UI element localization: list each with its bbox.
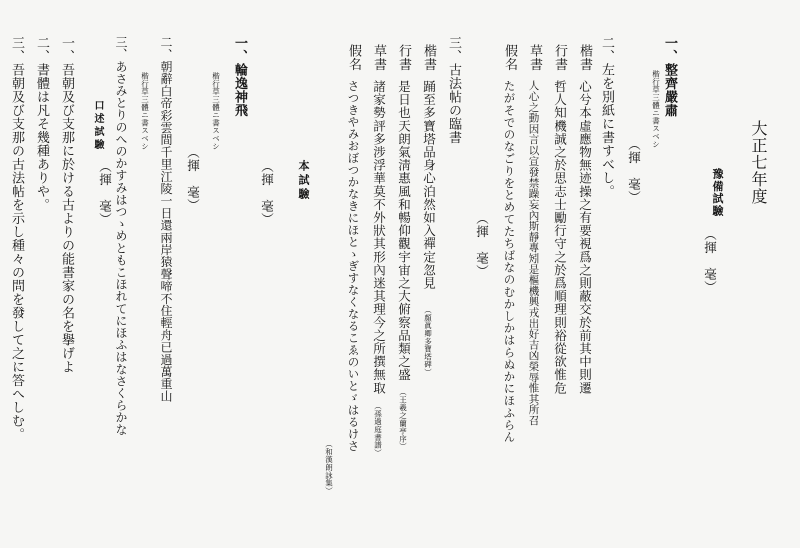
rinsho-gyosho-text: 是日也天朗氣淸惠風和暢仰觀宇宙之大俯察品類之盛 (396, 80, 412, 382)
main-q1-choose: （揮 毫） (185, 146, 201, 212)
rinsho-gyosho-source: （王羲之蘭亭序） (398, 388, 408, 451)
rinsho-kaisho-text: 踊至多寶塔品身心泊然如入禪定忽見 (421, 80, 437, 290)
rinsho-sosho-text: 諸家勢評多涉浮華莫不外狀其形內迷其理今之所撰無取 (371, 80, 387, 395)
main-q2-note: 楷行草三體ニ書スベシ (140, 72, 150, 150)
prelim-kaisho-label: 楷書 (577, 44, 592, 71)
rinsho-gyosho-label: 行書 (396, 44, 411, 71)
prelim-q1: 一、整齊嚴肅 (662, 36, 677, 117)
main-q3: 三、あさみとりのへのかすみはつゝめともこほれてにほふはなさくらかな (114, 36, 128, 436)
main-q2: 二、朝辭白帝彩雲間千里江陵一日還兩岸猿聲啼不住輕舟已過萬重山 (159, 36, 173, 402)
prelim-q1-note: 楷行草三體ニ書スベシ (651, 70, 661, 148)
main-q1-note: 楷行草三體ニ書スベシ (211, 72, 221, 150)
prelim-kana-choose: （揮 毫） (474, 212, 490, 278)
rinsho-kana-text: さつきやみおぼつかなきにほとゝぎすなくなるこゑのいとゞはるけさ (346, 80, 361, 452)
prelim-q1-choose: （揮 毫） (626, 138, 642, 204)
prelim-gyosho-text: 哲人知機誠之於思志士勵行守之於爲順理則裕從欲惟危 (552, 80, 568, 395)
main-q1: 一、輪逸神飛 (232, 36, 247, 117)
oral-q2: 二、書體は凡そ幾種ありや。 (34, 36, 49, 212)
preliminary-exam-choose: （揮 毫） (702, 228, 718, 294)
rinsho-kaisho-label: 楷書 (421, 44, 436, 71)
rinsho-sosho-source: （孫過庭書譜） (373, 402, 383, 457)
rinsho-kaisho-source: （顏眞卿多寶塔碑） (423, 306, 433, 377)
prelim-sosho-text: 人心之動因言以宣發禁躁妄內斯靜專矧是樞機興戎出好吉凶榮辱惟其所召 (527, 80, 540, 426)
rinsho-kana-label: 假名 (346, 44, 361, 71)
oral-exam-heading: 口述試驗 (92, 100, 103, 152)
prelim-q3: 三、古法帖の臨書 (446, 36, 461, 144)
main-exam-choose: （揮 毫） (259, 160, 275, 226)
prelim-kana-text: たがそでのなごりをとめてたちばなのむかしかはらぬかにほふらん (502, 80, 517, 443)
oral-q3: 三、吾朝及び支那の古法帖を示し種々の問を發して之に答へしむ。 (9, 36, 24, 441)
main-q3-choose: （揮 毫） (97, 160, 113, 226)
main-exam-heading: 本試驗 (297, 160, 310, 202)
prelim-q2: 二、左を別紙に書すべし。 (599, 36, 614, 198)
preliminary-exam-heading: 豫備試驗 (711, 168, 724, 217)
rinsho-sosho-label: 草書 (371, 44, 386, 71)
prelim-gyosho-label: 行書 (552, 44, 567, 71)
rinsho-kana-source: （和漢朗詠集） (324, 440, 334, 495)
year-title: 大正七年度 (749, 120, 768, 205)
prelim-kana-label: 假名 (502, 44, 517, 71)
oral-q1: 一、吾朝及び支那に於ける古よりの能書家の名を擧げよ (59, 36, 74, 374)
prelim-kaisho-text: 心兮本虛應物無迹操之有要視爲之則蔽交於前其中則遷 (577, 80, 593, 395)
prelim-sosho-label: 草書 (527, 44, 542, 71)
